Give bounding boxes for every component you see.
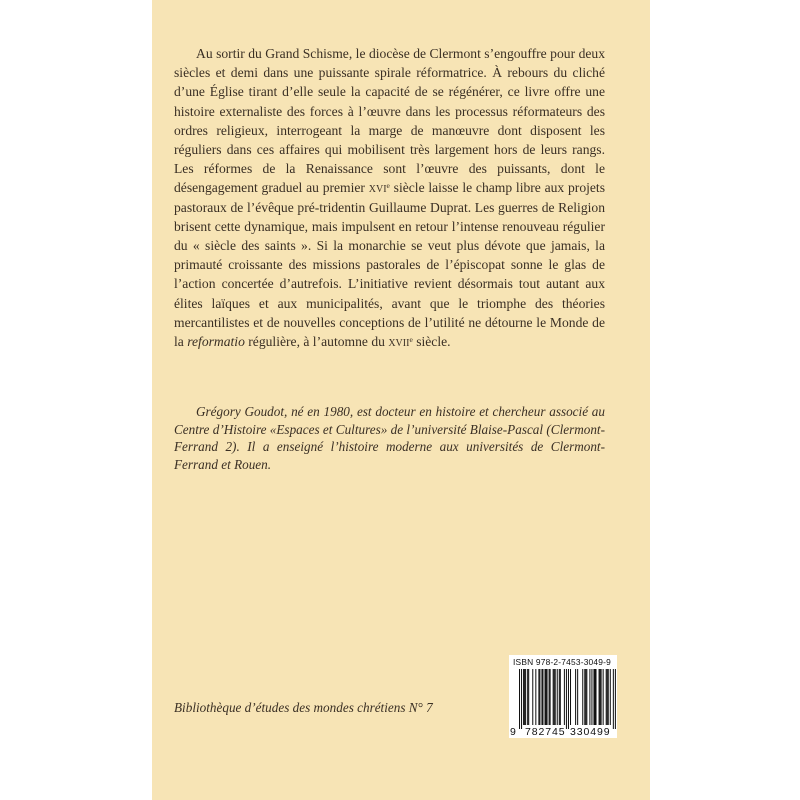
barcode-bar [550,669,551,725]
barcode-bar [538,669,539,725]
barcode-bar [593,669,594,725]
barcode-bar [600,669,601,725]
barcode-bar [586,669,587,725]
barcode-bar [539,669,540,725]
barcode-bar [570,669,571,725]
barcode-bar [541,669,542,725]
barcode-bar [528,669,529,725]
barcode-bar [542,669,543,725]
summary-text-3: régulière, à l’automne du [248,334,385,350]
barcode-bar [564,669,565,725]
barcode-bar [610,669,611,725]
summary-text-2: siècle laisse le champ libre aux projets pastoraux de l’évêque pré-tridentin Guillaume Duprat. Les guerres de Religion brisent cette dynamique, mais impulsent en retour l’intense renouveau régulier du « siècle des saints ». Si la monarchie se veut plus dévote que jamais, la primauté croissante des missions pastorales de l’épiscopat sonne le glas de l’action concertée d’autrefois. L’initiative revient désormais tout autant aux élites laïques et aux municipalités, avant que le triomphe des théories mercantilistes et de nouvelles conceptions de l’utilité ne détourne le Monde de la [174,180,605,350]
barcode-bar [549,669,550,725]
barcode-bar [527,669,528,725]
author-bio-text: , né en 1980, est docteur en histoire et chercheur associé au Centre d’Histoire «Espaces et Cultures» de l’université Blaise-Pascal (Clermont-Ferrand 2). Il a enseigné l’histoire moderne aux universités de Clermont-Ferrand et Rouen. [174,404,605,472]
author-bio [174,403,605,473]
isbn-label: ISBN 978-2-7453-3049-9 [513,657,611,667]
barcode-bar [559,669,560,725]
barcode-bar [553,669,554,725]
barcode-bar [584,669,585,725]
century-numeral: xvi [368,180,387,196]
barcode-bar [566,669,567,729]
summary-text-1: Au sortir du Grand Schisme, le diocèse de Clermont s’engouffre pour deux siècles et demi dans une puissante spirale réformatrice. À rebours du cliché d’une Église tirant d’elle seule la capacité de se régénérer, ce livre offre une histoire externaliste des forces à l’œuvre dans les processus réformateurs des ordres religieux, interrogeant la marge de manœuvre dont disposent les réguliers dans ces affaires qui mobilisent très largement hors de leurs rangs. Les réformes de la Renaissance sont l’œuvre des puissants, dont le désengagement graduel au premier [174,46,605,196]
barcode-bar [532,669,533,725]
barcode-bar [546,669,547,725]
barcode-bar [613,669,614,729]
barcode-bar [575,669,576,725]
barcode-bar [607,669,608,725]
barcode-bar [547,669,548,725]
barcode-bar [589,669,590,725]
barcode-bar [596,669,597,725]
book-summary [174,44,605,351]
barcode-bar [594,669,595,725]
century-superscript: e [386,181,390,191]
barcode-bar [535,669,536,725]
summary-italic-term: reformatio [187,334,245,350]
barcode-bar [599,669,600,725]
barcode-digit-first: 9 [510,726,516,738]
barcode-bar [615,669,616,729]
barcode-bar [555,669,556,725]
barcode-bar [577,669,578,725]
barcode-bar [585,669,586,725]
century-numeral: xvii [388,334,410,350]
barcode-bar [525,669,526,725]
barcode-bar [568,669,569,729]
barcode-digits-right: 330499 [570,726,611,738]
barcode-bar [560,669,561,725]
barcode-bar [591,669,592,725]
barcode-bar [521,669,522,729]
barcode-bar [557,669,558,725]
barcode-bars [509,669,617,729]
isbn-barcode [509,655,617,738]
barcode-bar [545,669,546,725]
barcode-bar [601,669,602,725]
author-name: Grégory Goudot [196,404,285,419]
century-superscript: e [409,335,413,345]
barcode-bar [523,669,524,725]
barcode-bar [582,669,583,725]
barcode-bar [554,669,555,725]
series-title: Bibliothèque d’études des mondes chrétiens N° 7 [174,700,433,715]
barcode-digits-left: 782745 [525,726,566,738]
barcode-bar [603,669,604,725]
summary-text-4: siècle. [416,334,451,350]
barcode-bar [519,669,520,729]
barcode-bar [524,669,525,725]
barcode-bar [608,669,609,725]
barcode-bar [606,669,607,725]
